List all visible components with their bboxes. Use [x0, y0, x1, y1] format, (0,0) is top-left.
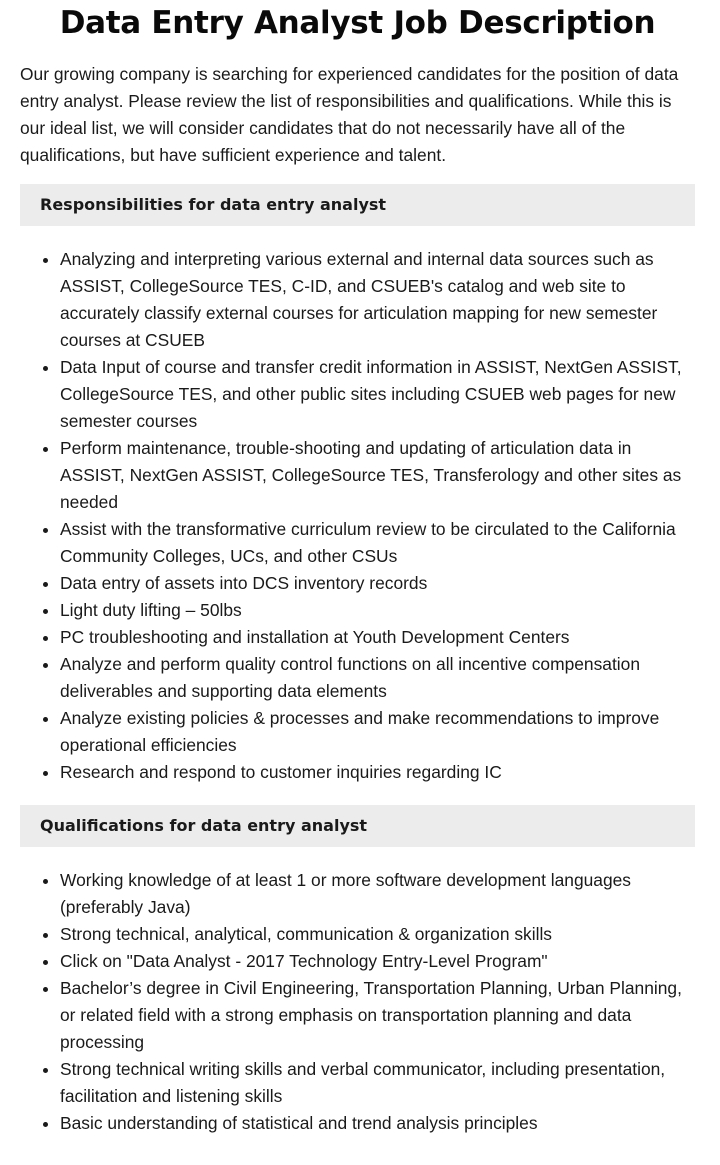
list-item: • Strong technical, analytical, communication & organization skills	[60, 921, 695, 948]
list-item: • Click on "Data Analyst - 2017 Technology Entry-Level Program"	[60, 948, 695, 975]
list-item: • Analyzing and interpreting various external and internal data sources such as ASSIST, CollegeSource TES, C-ID, and CSUEB's catalog and web site to accurately classify external courses for articulation mapping for new semester courses at CSUEB	[60, 246, 695, 354]
page-title: Data Entry Analyst Job Description	[59, 5, 656, 41]
list-item: • Data entry of assets into DCS inventory records	[60, 570, 695, 597]
list-item: • Strong technical writing skills and verbal communicator, including presentation, facilitation and listening skills	[60, 1056, 695, 1110]
list-item: • Basic understanding of statistical and trend analysis principles	[60, 1110, 695, 1137]
responsibilities-list	[20, 246, 695, 786]
list-item: • Light duty lifting – 50lbs	[60, 597, 695, 624]
list-item: • Bachelor’s degree in Civil Engineering, Transportation Planning, Urban Planning, or related field with a strong emphasis on transportation planning and data processing	[60, 975, 695, 1056]
qualifications-heading: Qualifications for data entry analyst	[20, 805, 695, 847]
list-item: • Perform maintenance, trouble-shooting and updating of articulation data in ASSIST, NextGen ASSIST, CollegeSource TES, Transferology and other sites as needed	[60, 435, 695, 516]
list-item: • Research and respond to customer inquiries regarding IC	[60, 759, 695, 786]
list-item: • Data Input of course and transfer credit information in ASSIST, NextGen ASSIST, CollegeSource TES, and other public sites including CSUEB web pages for new semester courses	[60, 354, 695, 435]
responsibilities-heading: Responsibilities for data entry analyst	[20, 184, 695, 226]
list-item: • PC troubleshooting and installation at Youth Development Centers	[60, 624, 695, 651]
qualifications-list	[20, 867, 695, 1137]
list-item: • Analyze and perform quality control functions on all incentive compensation deliverables and supporting data elements	[60, 651, 695, 705]
list-item: • Working knowledge of at least 1 or more software development languages (preferably Java)	[60, 867, 695, 921]
list-item: • Assist with the transformative curriculum review to be circulated to the California Community Colleges, UCs, and other CSUs	[60, 516, 695, 570]
intro-paragraph: Our growing company is searching for experienced candidates for the position of data entry analyst. Please review the list of responsibilities and qualifications. While this is our ideal list, we will consider candidates that do not necessarily have all of the qualifications, but have sufficient experience and talent.	[20, 64, 679, 165]
list-item: • Analyze existing policies & processes and make recommendations to improve operational efficiencies	[60, 705, 695, 759]
